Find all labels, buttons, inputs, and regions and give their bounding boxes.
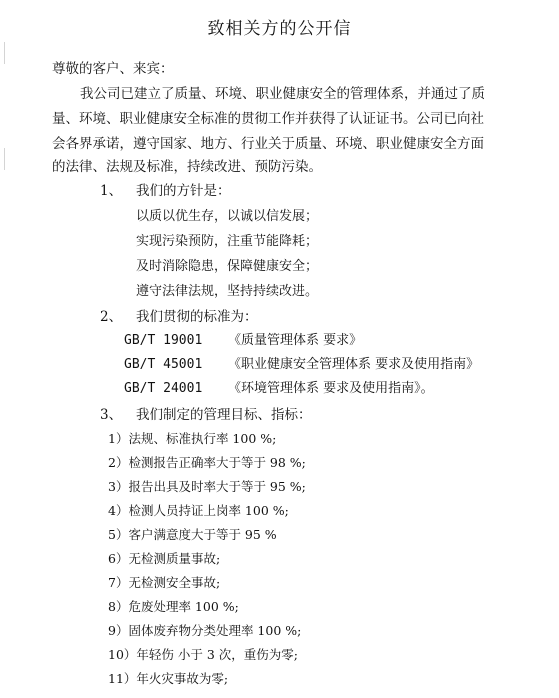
goal-item: 3）报告出具及时率大于等于 95 %; [108, 479, 306, 494]
section-heading-3 [100, 406, 312, 424]
standard-name: 《质量管理体系 要求》 [228, 333, 363, 348]
policy-line: 遵守法律法规，坚持持续改进。 [136, 284, 319, 299]
policy-line: 以质以优生存，以诚以信发展； [136, 209, 319, 224]
section-heading-2 [100, 308, 258, 326]
salutation: 尊敬的客户、来宾： [52, 61, 174, 77]
goal-item: 5）客户满意度大于等于 95 % [108, 527, 277, 542]
section-title: 我们的方针是： [136, 183, 231, 199]
section-number: 2、 [100, 309, 123, 325]
scan-edge-mark [4, 42, 8, 64]
policy-line: 实现污染预防，注重节能降耗； [136, 234, 319, 249]
page-title: 致相关方的公开信 [207, 19, 352, 39]
standard-name: 《环境管理体系 要求及使用指南》。 [228, 381, 434, 396]
intro-line-1: 我公司已建立了质量、环境、职业健康安全的管理体系，并通过了质 [80, 86, 485, 102]
goal-item: 9）固体废弃物分类处理率 100 %; [108, 623, 302, 638]
standard-name: 《职业健康安全管理体系 要求及使用指南》 [228, 357, 480, 372]
goal-item: 4）检测人员持证上岗率 100 %; [108, 503, 289, 518]
goal-item: 6）无检测质量事故; [108, 551, 221, 566]
standard-code: GB/T 19001 [124, 333, 203, 348]
standard-code: GB/T 24001 [124, 381, 203, 396]
section-number: 1、 [100, 183, 123, 199]
section-title: 我们贯彻的标准为： [136, 309, 258, 325]
goal-item: 2）检测报告正确率大于等于 98 %; [108, 455, 306, 470]
scan-edge-mark [4, 148, 8, 170]
goal-item: 10）年轻伤 小于 3 次，重伤为零; [108, 647, 298, 662]
goal-item: 7）无检测安全事故; [108, 575, 221, 590]
intro-line-4: 的法律、法规及标准，持续改进、预防污染。 [52, 159, 322, 175]
intro-line-3: 会各界承诺，遵守国家、地方、行业关于质量、环境、职业健康安全方面 [52, 136, 484, 152]
section-number: 3、 [100, 407, 123, 423]
goal-item: 8）危废处理率 100 %; [108, 599, 239, 614]
goal-item: 1）法规、标准执行率 100 %; [108, 431, 277, 446]
intro-line-2: 量、环境、职业健康安全标准的贯彻工作并获得了认证证书。公司已向社 [52, 111, 484, 127]
section-title: 我们制定的管理目标、指标： [136, 407, 312, 423]
policy-line: 及时消除隐患，保障健康安全； [136, 259, 319, 274]
standard-code: GB/T 45001 [124, 357, 203, 372]
section-heading-1 [100, 182, 231, 200]
goal-item: 11）年火灾事故为零; [108, 671, 229, 686]
